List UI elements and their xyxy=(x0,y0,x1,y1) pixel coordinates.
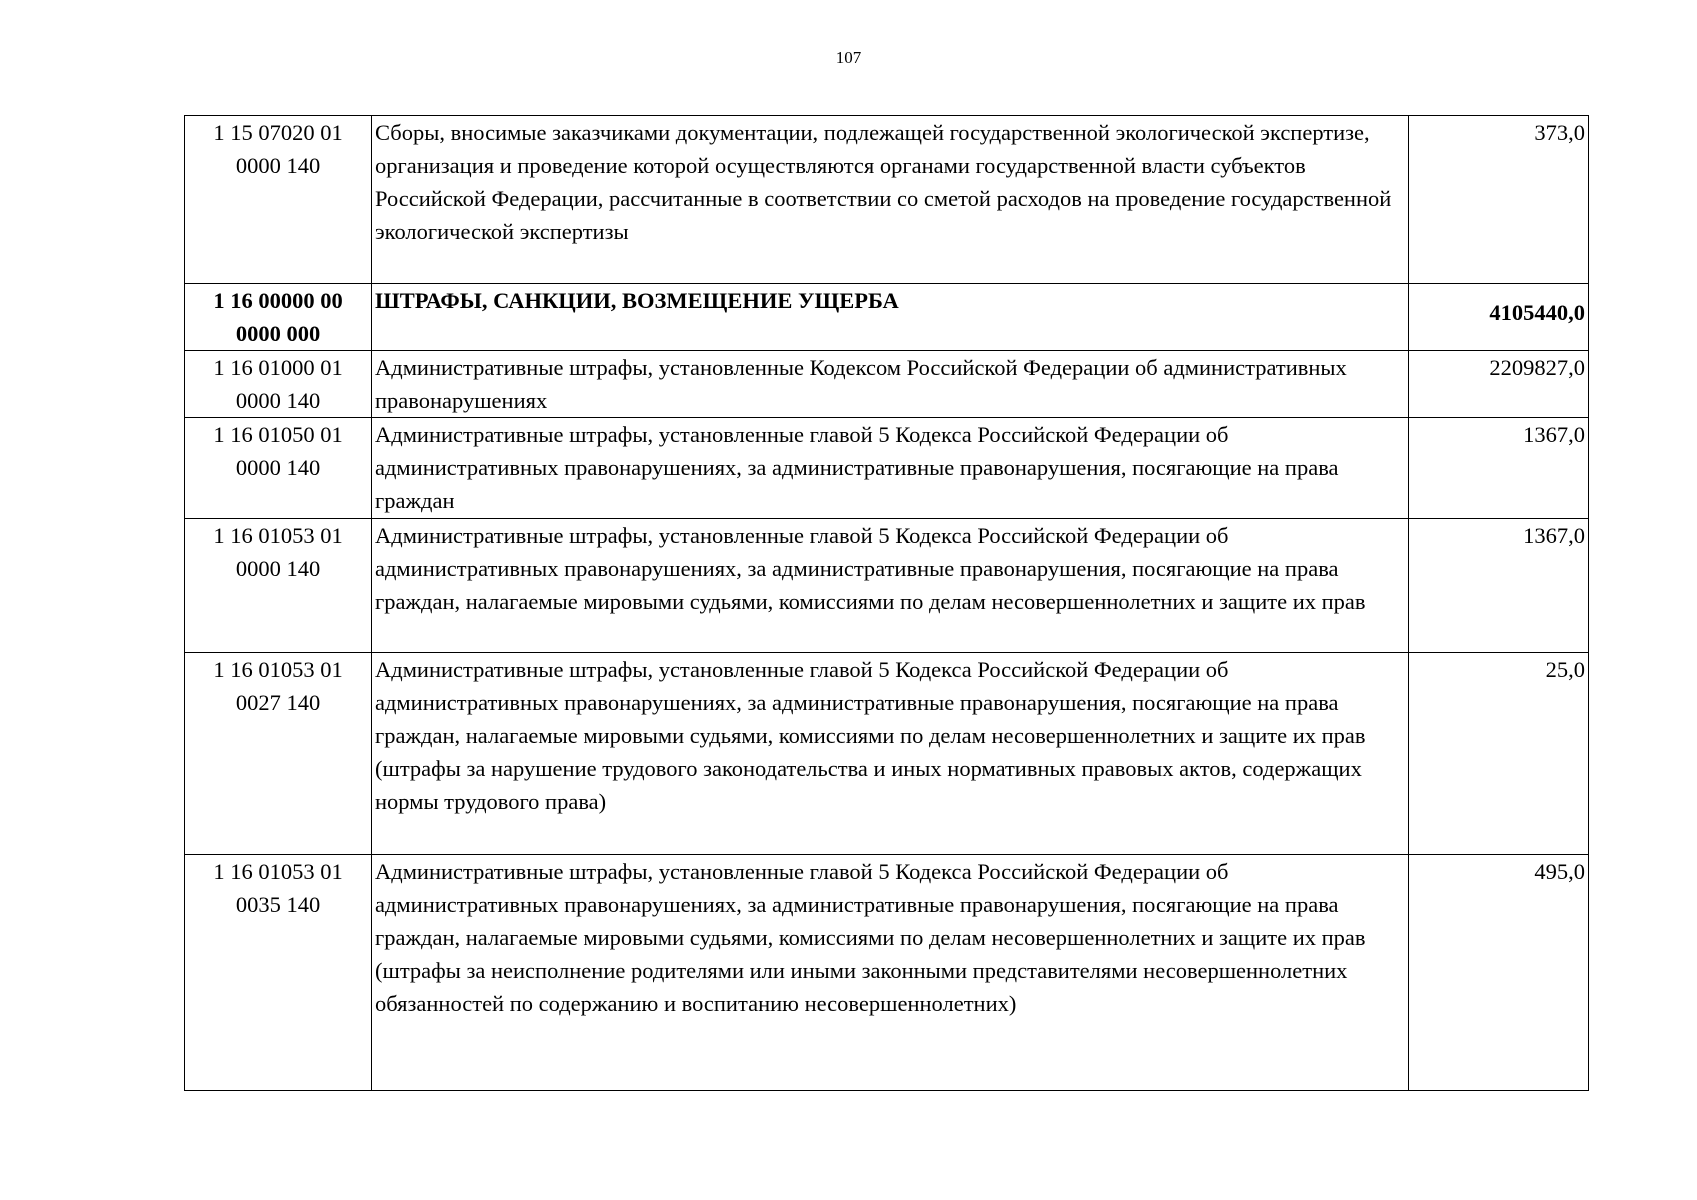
table-row xyxy=(185,653,1589,855)
revenue-code: 1 16 00000 00 0000 000 xyxy=(185,284,372,351)
revenue-name: Административные штрафы, установленные главой 5 Кодекса Российской Федерации об административных правонарушениях, за административные правонарушения, посягающие на права граждан, налагаемые мировыми судьями, комиссиями по делам несовершеннолетних и защите их прав (штрафы за нарушение трудового законодательства и иных нормативных правовых актов, содержащих нормы трудового права) xyxy=(372,653,1409,855)
revenue-name: Сборы, вносимые заказчиками документации, подлежащей государственной экологической экспертизе, организация и проведение которой осуществляются органами государственной власти субъектов Российской Федерации, рассчитанные в соответствии со сметой расходов на проведение государственной экологической экспертизы xyxy=(372,116,1409,284)
revenue-name: Административные штрафы, установленные главой 5 Кодекса Российской Федерации об административных правонарушениях, за административные правонарушения, посягающие на права граждан xyxy=(372,418,1409,519)
table-row xyxy=(185,351,1589,418)
revenue-name: Административные штрафы, установленные главой 5 Кодекса Российской Федерации об административных правонарушениях, за административные правонарушения, посягающие на права граждан, налагаемые мировыми судьями, комиссиями по делам несовершеннолетних и защите их прав (штрафы за неисполнение родителями или иными законными представителями несовершеннолетних обязанностей по содержанию и воспитанию несовершеннолетних) xyxy=(372,855,1409,1091)
revenue-amount: 1367,0 xyxy=(1409,418,1589,519)
table-row xyxy=(185,418,1589,519)
page-number: 107 xyxy=(835,48,862,67)
revenue-code: 1 16 01000 01 0000 140 xyxy=(185,351,372,418)
table-row-section xyxy=(185,284,1589,351)
table-row xyxy=(185,855,1589,1091)
revenue-amount: 4105440,0 xyxy=(1409,284,1589,351)
revenue-amount: 25,0 xyxy=(1409,653,1589,855)
revenue-table xyxy=(184,115,1589,1091)
revenue-amount: 495,0 xyxy=(1409,855,1589,1091)
revenue-amount: 373,0 xyxy=(1409,116,1589,284)
revenue-amount: 2209827,0 xyxy=(1409,351,1589,418)
table-row xyxy=(185,519,1589,653)
revenue-amount: 1367,0 xyxy=(1409,519,1589,653)
revenue-code: 1 16 01053 01 0027 140 xyxy=(185,653,372,855)
revenue-name: Административные штрафы, установленные Кодексом Российской Федерации об административных правонарушениях xyxy=(372,351,1409,418)
revenue-code: 1 16 01050 01 0000 140 xyxy=(185,418,372,519)
revenue-code: 1 16 01053 01 0035 140 xyxy=(185,855,372,1091)
table-row xyxy=(185,116,1589,284)
revenue-code: 1 15 07020 01 0000 140 xyxy=(185,116,372,284)
revenue-name: Административные штрафы, установленные главой 5 Кодекса Российской Федерации об административных правонарушениях, за административные правонарушения, посягающие на права граждан, налагаемые мировыми судьями, комиссиями по делам несовершеннолетних и защите их прав xyxy=(372,519,1409,653)
revenue-code: 1 16 01053 01 0000 140 xyxy=(185,519,372,653)
revenue-name: ШТРАФЫ, САНКЦИИ, ВОЗМЕЩЕНИЕ УЩЕРБА xyxy=(372,284,1409,351)
